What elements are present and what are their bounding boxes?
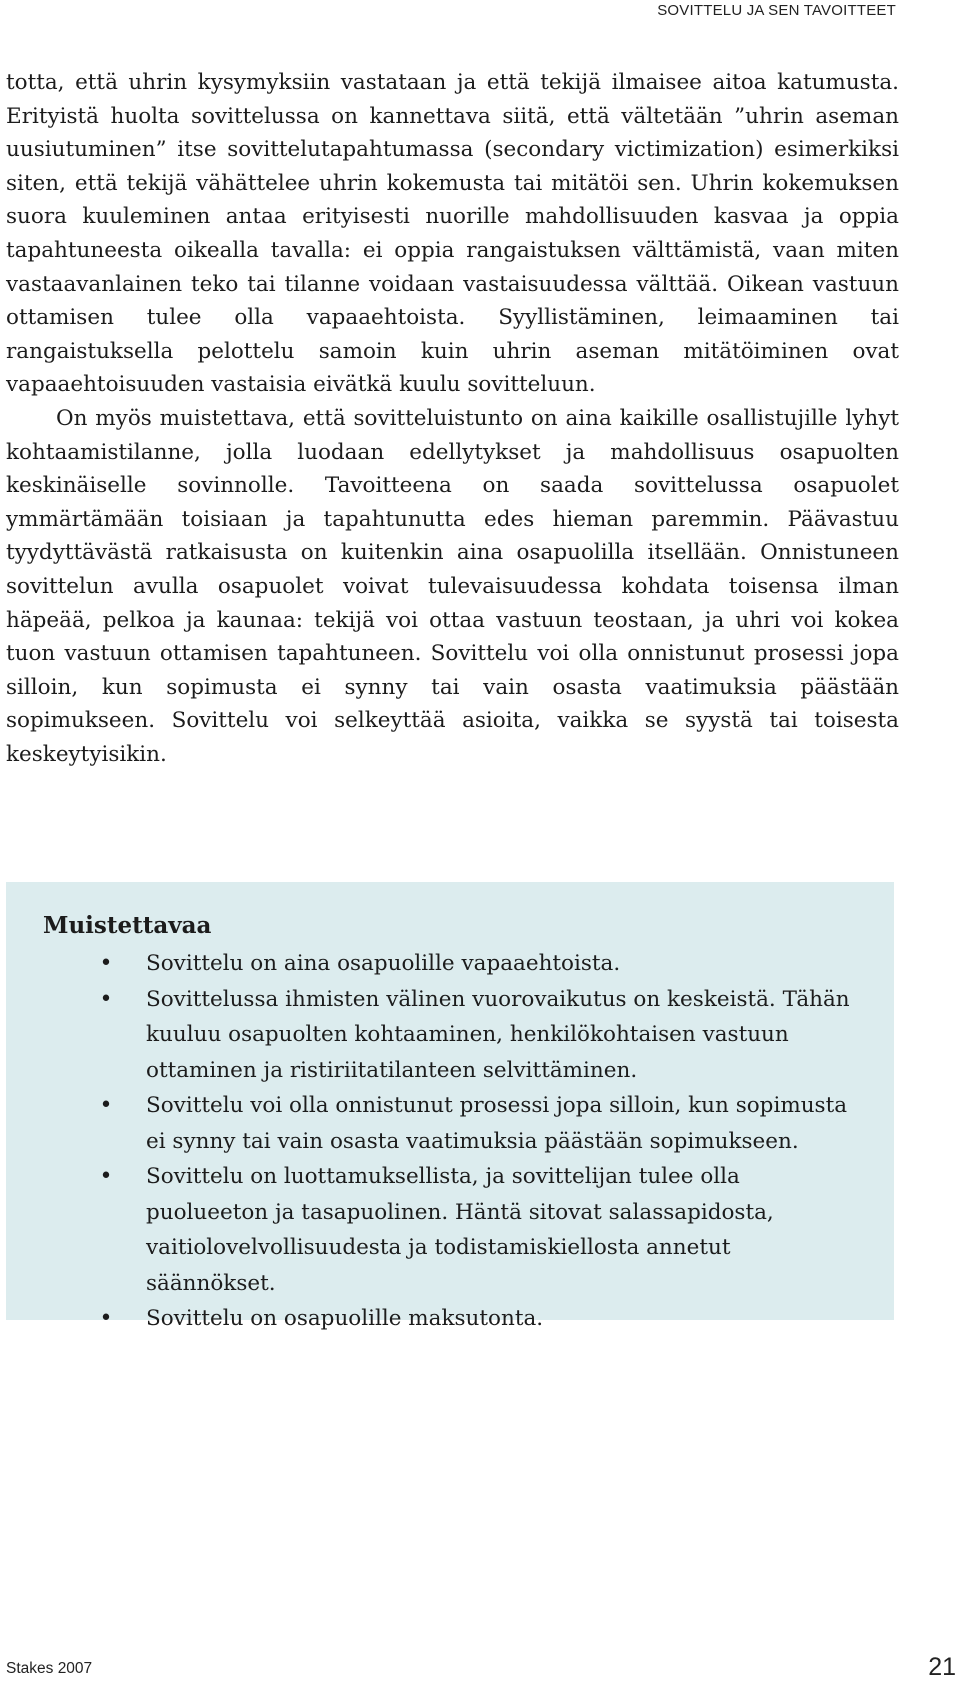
- list-item-text: Sovittelussa ihmisten välinen vuorovaikutus on keskeistä. Tähän kuuluu osapuolten kohtaaminen, henkilökohtaisen vastuun ottaminen ja ristiriitatilanteen selvittäminen.: [146, 986, 850, 1083]
- page-number: 21: [928, 1653, 956, 1681]
- footer-publisher: Stakes 2007: [6, 1660, 93, 1677]
- reminder-list: [43, 946, 894, 1337]
- reminder-title: Muistettavaa: [43, 912, 212, 939]
- bullet-icon: •: [99, 986, 113, 1012]
- paragraph: On myös muistettava, että sovitteluistunto on aina kaikille osallistujille lyhyt kohtaamistilanne, jolla luodaan edellytykset ja mahdollisuus osapuolten keskinäiselle sovinnolle. Tavoitteena on saada sovittelussa osapuolet ymmärtämään toisiaan ja tapahtunutta edes hieman paremmin. Päävastuu tyydyttävästä ratkaisusta on kuitenkin aina osapuolilla itsellään. Onnistuneen sovittelun avulla osapuolet voivat tulevaisuudessa kohdata toisensa ilman häpeää, pelkoa ja kaunaa: tekijä voi ottaa vastuun teostaan, ja uhri voi kokea tuon vastuun ottamisen tapahtuneen. Sovittelu voi olla onnistunut prosessi jopa silloin, kun sopimusta ei synny tai vain osasta vaatimuksia päästään sopimukseen. Sovittelu voi selkeyttää asioita, vaikka se syystä tai toisesta keskeytyisikin.: [6, 405, 899, 767]
- list-item: [43, 1088, 866, 1159]
- list-item: [43, 1159, 866, 1301]
- reminder-box: [6, 882, 894, 1331]
- list-item-text: Sovittelu voi olla onnistunut prosessi jopa silloin, kun sopimusta ei synny tai vain osasta vaatimuksia päästään sopimukseen.: [146, 1093, 848, 1154]
- bullet-icon: •: [99, 1093, 113, 1118]
- list-item-text: Sovittelu on luottamuksellista, ja sovittelijan tulee olla puolueeton ja tasapuolinen. Häntä sitovat salassapidosta, vaitiolovelvollisuudesta ja todistamiskiellosta annetut säännökset.: [146, 1164, 774, 1296]
- bullet-icon: •: [99, 951, 113, 976]
- paragraph: totta, että uhrin kysymyksiin vastataan ja että tekijä ilmaisee aitoa katumusta. Erityistä huolta sovittelussa on kannettava siitä, että vältetään ”uhrin aseman uusiutuminen” itse sovittelutapahtumassa (secondary victimization) esimerkiksi siten, että tekijä vähättelee uhrin kokemusta tai mitätöi sen. Uhrin kokemuksen suora kuuleminen antaa erityisesti nuorille mahdollisuuden kasvaa ja oppia tapahtuneesta oikealla tavalla: ei oppia rangaistuksen välttämistä, vaan miten vastaavanlainen teko tai tilanne voidaan vastaisuudessa välttää. Oikean vastuun ottamisen tulee olla vapaaehtoista. Syyllistäminen, leimaaminen tai rangaistuksella pelottelu samoin kuin uhrin aseman mitätöiminen ovat vapaaehtoisuuden vastaisia eivätkä kuulu sovitteluun.: [6, 70, 899, 398]
- body-text: [6, 66, 899, 771]
- running-header: SOVITTELU JA SEN TAVOITTEET: [657, 2, 896, 19]
- list-item: [43, 1301, 866, 1337]
- bullet-icon: •: [99, 1164, 113, 1189]
- list-item-text: Sovittelu on osapuolille maksutonta.: [146, 1306, 544, 1331]
- list-item: [43, 946, 866, 982]
- bullet-icon: •: [99, 1306, 113, 1331]
- list-item: [43, 982, 866, 1089]
- list-item-text: Sovittelu on aina osapuolille vapaaehtoista.: [146, 951, 621, 976]
